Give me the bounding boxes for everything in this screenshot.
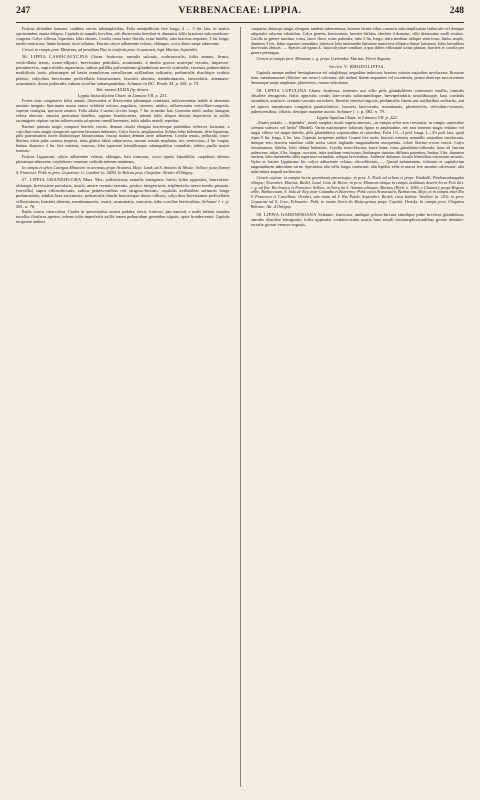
species-58-diagnosis: Cham. fruticosa, tomento aut villo pilis glanduliferis commixto mollis; ramulis obsolete tetragonis; foliis oppositis ovatis late-ovatis subrotundisque, brevipetiolatis sessilibusque, basi cordatis rotundatis acutisve, crenato-serratis serrulave, lineatis venoso-rugosis; pedunculis firmis aut axillaribus solitariis, aut ad apices ramulorum congestis paniculatisve; bracteis lato-ovatis, acuminatis, plurinerviis, reticulato-venosis, pubescentibus, ciliatis, denique maxime auctis. — [250, 87, 464, 115]
two-column-body — [16, 27, 464, 787]
header-rule — [16, 22, 464, 23]
species-56-number: 56. — [22, 54, 28, 60]
species-59-diagnosis: Schauer: fruticosa, undique piloso-hirsuta simulque pube breviori glandulosa; ramulis obsolete tetragonis; foliis oppositis cordato-ovatis acutis basi sessili semiamplexicaulibus grosse dentato-serratis grosse venoso-rugosis, — [250, 211, 464, 228]
species-56-description-c: Fructus Lippiarum, calyce adhaerente velatus, oblongus, basi truncatus, cocco spurio bipartibilis; carpidium alterum plerumque tabescens; cotyledones carnosae; radicula inferum minimum. — [16, 153, 230, 164]
species-57-reference: Schauer l. c. p. 581. n. 76. — [16, 198, 230, 209]
species-59-title: LIPPIA GARDNERIANA — [263, 211, 317, 217]
species-57-title: LIPPIA GRANDIFLORA — [29, 177, 82, 183]
left-column — [16, 27, 230, 787]
habitat-55: Crescit in campis prov. Minarum, ad praedium Yha, in confiniis prov. Goyazensis, legit Martius, Septembri. — [22, 46, 199, 52]
habitat-56: In campis et sylvis Catingas Minarum: in arenosis prope Araxana, Mejo: Lund; ad S. Antonio de Monte: Sellow; juxta flumen S. Francisci: Pohl; in prov. Goyazensi: G. Gardner (n. 3405). In Bolivia prov. Chiquitos: Alcides d'Orbigny. — [16, 164, 230, 175]
species-56-diagnosis: Cham. fruticosa; ramulis sulcatis, scabriusculis; foliis annuis, firmis, verticillatis ternis, ovato-elliptici, brevissime petiolatis, acuminatis, a medio grosse acuteque serratis, impresso-penninerviis, supra nitidis asperrimis, subtus pallidis pulverulento-glandulosis nervis scabridis; racemis pedunculatis multifloris laxis, plerumque ad basin ramulorum novellorum axillaribus solitariis; pedunculis rhachique scabris pilosis; calycibus brevissime pedicellatis hirsutissimis; bracteis alternis, membranaceis, lanceolatis, attenuato-acuminatis, dorso puberulis, tubum corollae subaequantibus. — [16, 54, 230, 86]
page-number-right: 248 — [449, 6, 464, 16]
species-56-synonym: Lippia lasiocalycina Cham. in Linnaea VII. p. 231. — [77, 93, 168, 99]
species-59-number: 59. — [256, 211, 263, 217]
species-58-reference: Schauer l. c. p. 582. n. 79. — [337, 109, 385, 115]
species-56-heading — [16, 54, 230, 86]
species-58-heading — [251, 88, 465, 115]
habitat-58: Crescit copiose in campis siccis graminosis petraeisque: in prov. S. Pauli ad urbem et prope Ytuaballi, Pindamonhangaba aliisque; Novembri: Martius, Riedel, Lund, Com. de Reven; in prov. Minarum ubique in campis ariditissis deserti Serra Frio dict. e. g. ad flor. Rio branco et Paracatu: Sellow; in Serra da S. Antonio aliisque: Martius (Herb. n. 1056, a Clausen); prope Registo velhe, Barbacenam, S. João de Rey, inter Caiambu et Barreiros: Pohl; circa Araracuara, Barbacena, Mejo, et in campis inter Rio S. Francisco et Curvellum; Octobri, tum etiam ad S. Rio Pardo, Septembri: Riedel; circa Itabira: Vauthier (n. 183); in prov. Goyazensi ad S. Cruz, Februario: Pohl; in monte Serra do Matto-grosso prope Cuyabá: Lhotsky. In campis prov. Chiquitos Boliviae: Alc. d'Orbigny. — [250, 174, 464, 210]
species-57-diagnosis: Mart. Mss. suffruticosa; ramulis tetragonis, hirtis; foliis oppositis, lanceolato-oblongis, brevissime petiolatis, acutis, antice crenato-serratis, postice integerrimis, triplinerviis nervo medio pinnato, (novellis) supra villosohirsutis, subtus pubescentibus reti strigoso-hirsuto; capitulis axillaribus solitariis longe pedunculatis, adultis laxe racemosis; pedunculis rhachi bracteisque dorso villosis; calycibus brevissimis pedicellatis villosissimis; bracteis alternis, membranaceis, ovatis, acuminatis, concavis, tubo corollae brevioribus. — [16, 177, 230, 204]
intro-description: Fructus altitudine humana, caulibus erectis subsimplicibus. Folia semipollicem fere longa, 4 — 5 lin. lata, in nostris specimimbus omnia delapsa. Capitula in ramulis brevibus, sub florescentia brevibus et diminutis foliis bracteata subcorymboso-congesta. Calyx villosus, bipartitus, lobis obtusis. Corolla rosea fauce flavida, extus hirtella; tubo bracteas aequante, 2 lin. longo, medio ventricoso; limbo lacinato, facie velutino. Fructus calyce adhaerente velatus, oblongus, cocco altero saepe tabescente. — [16, 27, 230, 46]
species-57-number: 57. — [22, 177, 28, 183]
section-title: Sectio V. RHODOLIPPIA. — [329, 64, 386, 70]
page-header — [16, 6, 464, 20]
plate-reference: Tab. nostra XXXIX fig. dextra. — [96, 87, 150, 93]
page-number-left: 247 — [16, 6, 31, 16]
species-56-description-b: Racemi primum magis compacti bracteis erectis, demum rhachi elongata bracteisque patentibus reflexive laxissimi, a calycibus nunc magis conspicuis speciem hirsutam induentes. Calyx brevis, ampliusculus, bifidus lobis bidentatis, dein bipartitus, pilis patentissimis roseis distinctisque hirsutissimus, fructui matura demum arcte adhaerens. Corolla tenuis, pellucida, rosea-lilacina, extus pube carnosa inspersa, intus glabra; tubus subincurvus, sursum sensim ampliatus, nec ventricosus, 4 lin. longus; limbus diametro 3 lin. fere metiens, venosus, lobo superiore lateralibusque subaequalibus rotundatis, infimo paullo majori truncato. — [16, 123, 230, 153]
species-59-heading — [251, 212, 465, 228]
right-column — [251, 27, 465, 787]
species-56-reference: Schauer in DC. Prodr. XI. p. 581. n. 75. — [127, 80, 200, 86]
species-56-description-a: Frutex inter congeneres foliis annuis, florescentia et florescentia plerumque coaetanea, inflorescentiae indole et aberrante maxime insignis. Specimina nostra ramos exhibent strictos, angulatos, cinereos, nitidos, inflorescentia verticillato-congestis, superne contiguis, speciosis ornatos. Folia adulta 3 uncias circiter longa, 7 lin. in medio lata. Germinis nitidi, nudae, lanugine velosa obtectae, ramulos protrudunt hirtellos, superne frondescentes, inferne foliis aliquot alternis imperfectis in axillis racemigeris stipitae; rarius inflorescentia ad apicem ramuli haerentes, foliis adultis mundi, reperitur. — [16, 98, 230, 123]
section-description: Capitula ineunte anthesi hemisphaerica vel subglobosa, aequaliter imbricata, bracteis extimis majoribus involucrata. Bracteae latae, membranaceae (lilacino- aut roseo-) coloratae, sub anthesi florem aequantes vel excedentes, postea deinceps succrescentes demumque saepe ampliatae, pluriserves, venoso-reticulatae. — [250, 70, 464, 86]
species-57-heading — [16, 177, 230, 209]
column-divider — [240, 27, 241, 787]
species-58-description: „Frutex pedalis — tripedalis", modo simplex, modo supera ramosus, „in campis arbor non crescentis; in campis superstitue cremata sufrutex vel herba" (Riedel). Variat maximopere foliorum figura et amplitudine, nec non tomento magis velutino vel magis villoso vel magis hirtello, pilis glanduliferis copiosioribus et rarioribus. Folia 1½—3 poll. longa, 1—2½ poll. lata, quoli etiam 9 lin. longa, 6 lin. lata. Capitula incipiente anthesi Coneni fere mole, bracteis externis nonnullis majoribus involucrata, denique vero bracteis omnibus valde auctis suctis Juglandis magnitudinem assequentia, colore lilacino-croceo tinctis. Calyx hirsutissimus, bifidus, lobis obtuse bidentatis. Corolla roseo-lilacina, fauce lutea, extus glanduloso-villosula, intus ad faucem pubescens; tubus 4 lin. longus, curvatus, infra medium ventricosus; limbusque sinuatus diffusus patentius; limbus 3 lin. diametro metiens, lobo intermedio labii superioris rotundato, reliquis brevioribus. Antherae didymae, loculis liberalibus extrorsum arcuatis. Stylus et fructus Lippiarum; hic calyce adhaerente velatus, obcordiformis. — Quoad indumentum, foliorum et capitulorum magnitudinem admodum variat. Specimina alia villis longis canescunt; alia lepidiis velis et macra fere omnino calvescunt; alia pube tenera aequali mollescunt. — [250, 120, 464, 174]
species-58-synonym: Lippia lupulina Cham. in Linnaea VII. p. 222. — [316, 115, 398, 121]
species-57-description-continued: compacta, deinceps magis elongata, tandem subracemosa, bracteis ternae vilius concavis subcompilicatiae imbricatis vel denique subpatulis calycem velantibus. Calyx generis, brevissimus, breviter bifidus, obsolete 4-dentatus, villo densissimo molli vestitus. Corolla in genere maxima, rosea, fauce flava, extus puberula; tubo 5 lin. longo, infra medium obliquo ventricoso; limbo amplo, diametro 3 lin., labio superiori rotundato, inferiore lobo intermedio latissimo transverse elliptico lineae latissimo, lobis lateralibus lato-ovatis obtusis. — Species ad typum L. lasiocalycinae conditae, a qua differt villositate totius plantae, bracteis et corolla pro genere permagna. — [250, 27, 464, 56]
species-58-title: LIPPIA LUPULINA — [264, 87, 307, 93]
species-58-number: 58. — [256, 87, 263, 93]
species-57-description: Radix crassa, tuberculosa. Caules in speciminibus nostris pedales, erecti, fruticosi, jam marcidi, e nodis infimis ramulos novellos floriferos agentes, inferne foliis imperfectis axillis tamen pedunculum gerentibus stipatis, apice frondescentes. Capitula incipiente anthesi — [16, 209, 230, 225]
habitat-57: Crescit in campis prov. Minarum, e. g. prope Contendas: Martius. Floret Augusto. — [256, 56, 392, 62]
running-title: VERBENACEAE: LIPPIA. — [178, 6, 302, 16]
species-56-title: LIPPIA LASIOCALYCINA — [30, 54, 89, 60]
